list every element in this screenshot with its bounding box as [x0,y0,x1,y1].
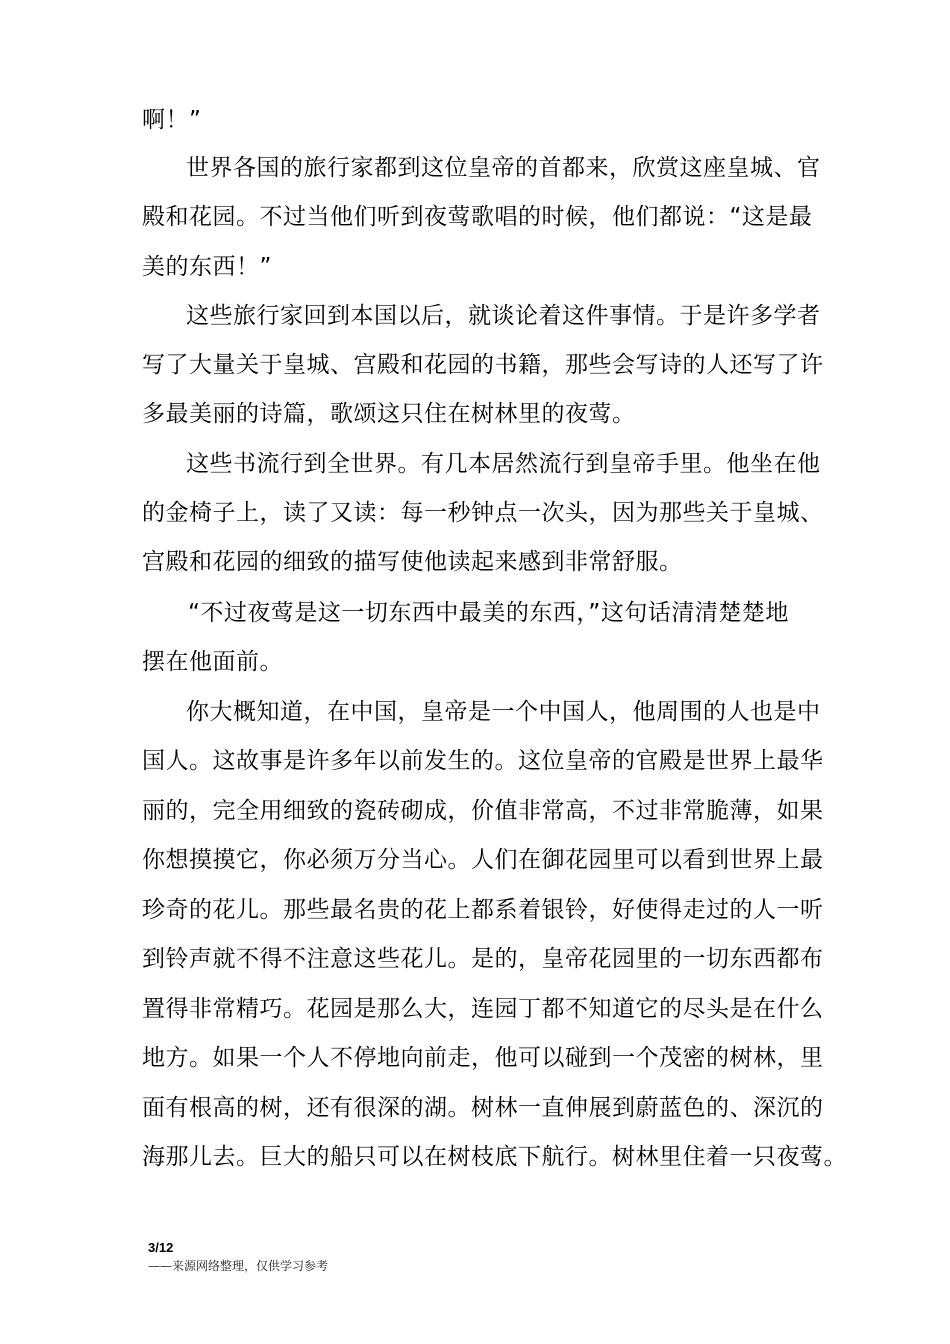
text-line: 海那儿去。巨大的船只可以在树枝底下航行。树林里住着一只夜莺。 [142,1144,847,1170]
text-line: 面有根高的树，还有很深的湖。树林一直伸展到蔚蓝色的、深沉的 [142,1095,824,1121]
text-line: 宫殿和花园的细致的描写使他读起来感到非常舒服。 [142,549,683,575]
paragraph-first-line: 世界各国的旅行家都到这位皇帝的首都来，欣赏这座皇城、官 [186,155,821,181]
source-note: ——来源网络整理，仅供学习参考 [148,1259,329,1273]
text-line: 啊！” [142,107,202,133]
text-line: 到铃声就不得不注意这些花儿。是的，皇帝花园里的一切东西都布 [142,946,824,972]
text-line: 丽的，完全用细致的瓷砖砌成，价值非常高，不过非常脆薄，如果 [142,798,824,824]
paragraph-first-line: 这些旅行家回到本国以后，就谈论着这件事情。于是许多学者 [186,303,821,329]
text-line: 美的东西！” [142,254,272,280]
text-line: 的金椅子上，读了又读：每一秒钟点一次头，因为那些关于皇城、 [142,500,824,526]
text-line: 多最美丽的诗篇，歌颂这只住在树林里的夜莺。 [142,401,636,427]
paragraph-first-line: 你大概知道，在中国，皇帝是一个中国人，他周围的人也是中 [186,699,821,725]
text-line: 殿和花园。不过当他们听到夜莺歌唱的时候，他们都说：“这是最 [142,204,813,230]
text-line: 摆在他面前。 [142,649,283,675]
text-line: 你想摸摸它，你必须万分当心。人们在御花园里可以看到世界上最 [142,847,824,873]
paragraph-first-line: “不过夜莺是这一切东西中最美的东西，”这句话清清楚楚地 [188,600,789,626]
text-line: 写了大量关于皇城、宫殿和花园的书籍，那些会写诗的人还写了许 [142,352,824,378]
paragraph-first-line: 这些书流行到全世界。有几本居然流行到皇帝手里。他坐在他 [186,451,821,477]
text-line: 置得非常精巧。花园是那么大，连园丁都不知道它的尽头是在什么 [142,996,824,1022]
page-number: 3/12 [148,1240,174,1255]
text-line: 珍奇的花儿。那些最名贵的花上都系着银铃，好使得走过的人一听 [142,897,824,923]
text-line: 国人。这故事是许多年以前发生的。这位皇帝的官殿是世界上最华 [142,748,824,774]
text-line: 地方。如果一个人不停地向前走，他可以碰到一个茂密的树林，里 [142,1045,824,1071]
